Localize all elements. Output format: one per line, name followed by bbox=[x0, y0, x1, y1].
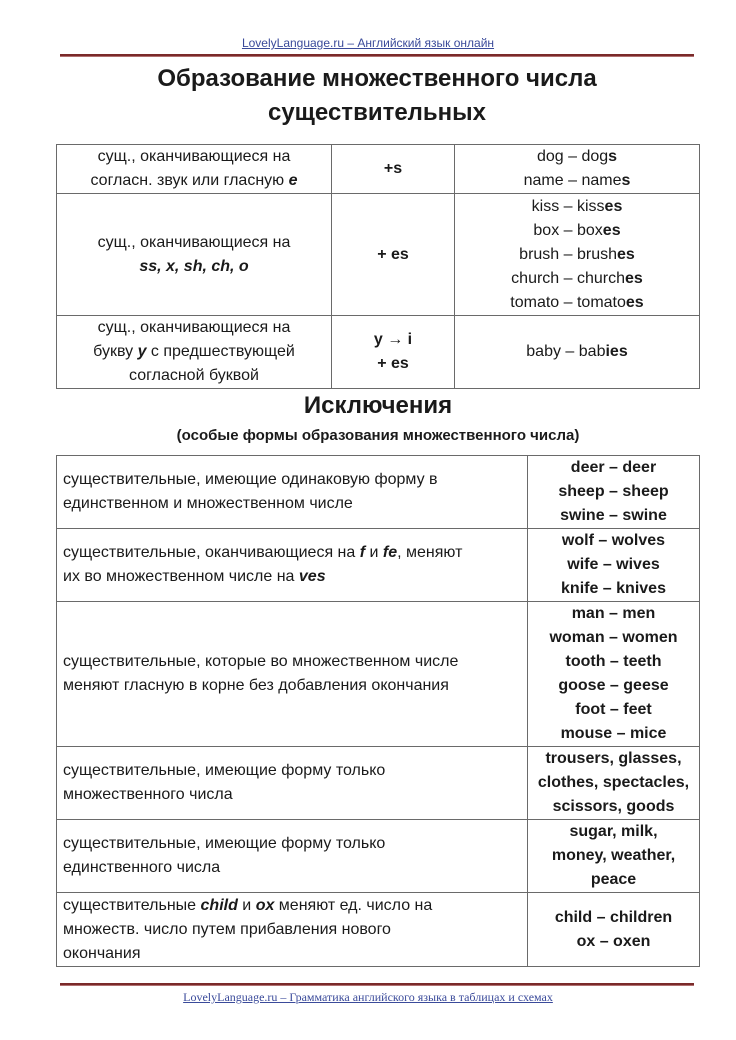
exception-examples bbox=[528, 820, 700, 893]
example-text: sugar, milk, bbox=[569, 823, 658, 840]
exception-examples bbox=[528, 456, 700, 529]
exception-desc-text: единственного числа bbox=[63, 859, 221, 876]
exception-desc-text: существительные, имеющие одинаковую форму в bbox=[63, 471, 438, 488]
exception-examples bbox=[528, 602, 700, 747]
exception-description bbox=[57, 456, 528, 529]
example-text: goose – geese bbox=[558, 677, 669, 694]
exception-desc-text: окончания bbox=[63, 944, 141, 962]
exception-desc-text: существительные child и ox меняют ед. число на bbox=[63, 896, 433, 914]
table-row bbox=[57, 145, 700, 194]
example-text: ox – oxen bbox=[576, 932, 651, 950]
rule-desc-text: сущ., оканчивающиеся на bbox=[97, 319, 291, 336]
exception-examples bbox=[528, 529, 700, 602]
exception-desc-text: существительные, имеющие форму только bbox=[63, 835, 386, 852]
example-text: scissors, goods bbox=[552, 798, 675, 815]
example-text: box – boxes bbox=[533, 221, 621, 239]
example-text: kiss – kisses bbox=[531, 197, 623, 215]
title-line-2: существительных bbox=[267, 99, 487, 126]
rule-desc-text: сущ., оканчивающиеся на bbox=[97, 148, 291, 165]
rule-description bbox=[57, 194, 332, 316]
rule-desc-text: согласной буквой bbox=[129, 367, 259, 384]
example-text: brush – brushes bbox=[519, 245, 635, 263]
example-text: foot – feet bbox=[575, 701, 652, 718]
title-line-1: Образование множественного числа bbox=[157, 65, 597, 92]
rule-desc-text: ss, x, sh, ch, o bbox=[139, 257, 249, 275]
example-text: dog – dogs bbox=[536, 148, 618, 165]
rule-ending bbox=[332, 145, 455, 194]
exceptions-subtitle: (особые формы образования множественного числа) bbox=[176, 427, 580, 444]
example-text: sheep – sheep bbox=[558, 483, 669, 500]
exceptions-title: Исключения bbox=[303, 392, 453, 419]
rule-ending bbox=[332, 316, 455, 389]
exception-desc-text: множеств. число путем прибавления нового bbox=[63, 920, 391, 938]
example-text: knife – knives bbox=[561, 580, 666, 597]
exceptions-table bbox=[56, 455, 700, 967]
rule-examples bbox=[455, 316, 700, 389]
exception-desc-text: существительные, которые во множественном числе bbox=[63, 653, 459, 670]
example-text: name – names bbox=[523, 172, 631, 189]
exception-description bbox=[57, 529, 528, 602]
table-row bbox=[57, 747, 700, 820]
exception-description bbox=[57, 820, 528, 893]
rule-desc-text: сущ., оканчивающиеся на bbox=[97, 233, 291, 251]
exception-desc-text: меняют гласную в корне без добавления окончания bbox=[63, 677, 449, 694]
example-text: wife – wives bbox=[567, 556, 660, 573]
exception-description bbox=[57, 893, 528, 967]
example-text: tooth – teeth bbox=[565, 653, 662, 670]
exception-examples bbox=[528, 893, 700, 967]
exception-desc-text: единственном и множественном числе bbox=[63, 495, 353, 512]
header-site-link[interactable]: LovelyLanguage.ru – Английский язык онлайн bbox=[241, 36, 495, 50]
header-divider bbox=[60, 54, 694, 57]
rule-ending bbox=[332, 194, 455, 316]
table-row bbox=[57, 194, 700, 316]
rule-description bbox=[57, 316, 332, 389]
exception-description bbox=[57, 602, 528, 747]
table-row bbox=[57, 820, 700, 893]
example-text: money, weather, bbox=[551, 847, 676, 864]
table-row bbox=[57, 529, 700, 602]
example-text: baby – babies bbox=[526, 343, 628, 360]
footer-divider bbox=[60, 983, 694, 986]
exception-desc-text: множественного числа bbox=[63, 786, 233, 803]
rules-table bbox=[56, 144, 700, 389]
exception-examples bbox=[528, 747, 700, 820]
rule-examples bbox=[455, 194, 700, 316]
rule-description bbox=[57, 145, 332, 194]
exception-desc-text: существительные, имеющие форму только bbox=[63, 762, 386, 779]
exception-description bbox=[57, 747, 528, 820]
example-text: peace bbox=[590, 871, 637, 888]
table-row bbox=[57, 316, 700, 389]
ending-text: y → i bbox=[373, 331, 413, 348]
example-text: tomato – tomatoes bbox=[510, 293, 644, 311]
page-title bbox=[60, 62, 694, 130]
example-text: trousers, glasses, bbox=[545, 750, 682, 767]
example-text: swine – swine bbox=[560, 507, 667, 524]
rule-desc-text: букву y с предшествующей bbox=[93, 343, 295, 360]
example-text: mouse – mice bbox=[560, 725, 667, 742]
ending-text: + es bbox=[377, 355, 409, 372]
example-text: deer – deer bbox=[570, 459, 657, 476]
footer-site-link[interactable]: LovelyLanguage.ru – Грамматика английского языка в таблицах и схемах bbox=[183, 990, 553, 1004]
example-text: clothes, spectacles, bbox=[537, 774, 690, 791]
table-row bbox=[57, 602, 700, 747]
example-text: church – churches bbox=[511, 269, 643, 287]
exception-desc-text: их во множественном числе на ves bbox=[63, 568, 326, 585]
rule-examples bbox=[455, 145, 700, 194]
example-text: child – children bbox=[554, 908, 673, 926]
example-text: wolf – wolves bbox=[561, 532, 666, 549]
table-row bbox=[57, 456, 700, 529]
example-text: man – men bbox=[571, 605, 656, 622]
ending-text: +s bbox=[383, 160, 403, 177]
exception-desc-text: существительные, оканчивающиеся на f и fe, меняют bbox=[63, 544, 463, 561]
ending-text: + es bbox=[377, 245, 409, 263]
rule-desc-text: согласн. звук или гласную e bbox=[90, 172, 298, 189]
table-row bbox=[57, 893, 700, 967]
example-text: woman – women bbox=[549, 629, 678, 646]
